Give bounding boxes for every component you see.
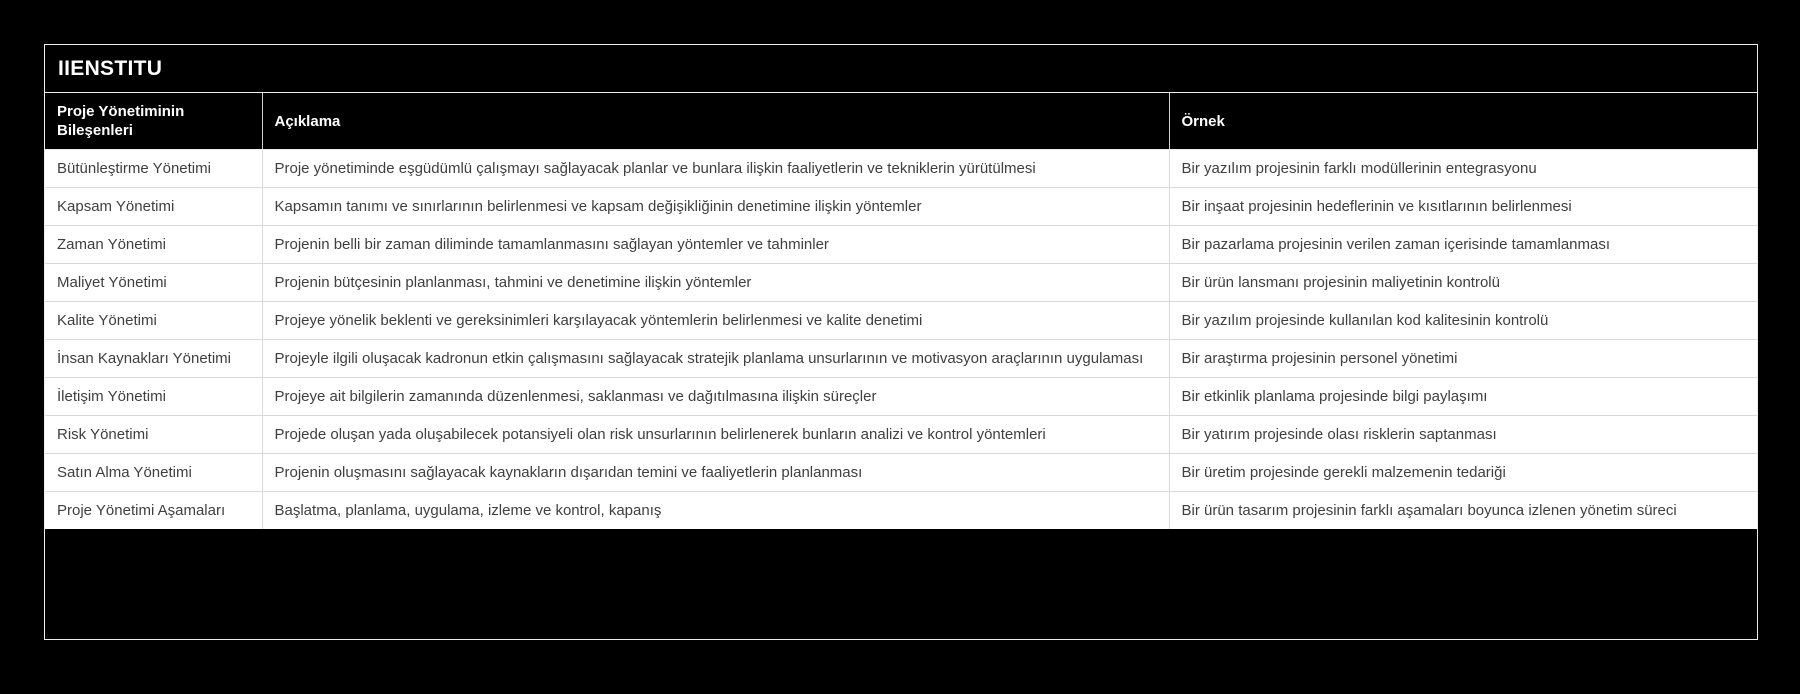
table-row bbox=[45, 150, 1757, 188]
cell-example: Bir ürün lansmanı projesinin maliyetinin kontrolü bbox=[1169, 264, 1757, 302]
table-row bbox=[45, 340, 1757, 378]
cell-example: Bir yazılım projesinin farklı modüllerinin entegrasyonu bbox=[1169, 150, 1757, 188]
cell-component: Kapsam Yönetimi bbox=[45, 188, 262, 226]
column-header-components: Proje Yönetiminin Bileşenleri bbox=[45, 93, 262, 150]
table-row bbox=[45, 492, 1757, 530]
cell-component: Bütünleştirme Yönetimi bbox=[45, 150, 262, 188]
cell-component: Maliyet Yönetimi bbox=[45, 264, 262, 302]
column-header-description: Açıklama bbox=[262, 93, 1169, 150]
table-header bbox=[45, 93, 1757, 150]
cell-example: Bir araştırma projesinin personel yönetimi bbox=[1169, 340, 1757, 378]
header-row bbox=[45, 93, 1757, 150]
cell-description: Projeye ait bilgilerin zamanında düzenlenmesi, saklanması ve dağıtılmasına ilişkin süreçler bbox=[262, 378, 1169, 416]
cell-description: Projeye yönelik beklenti ve gereksinimleri karşılayacak yöntemlerin belirlenmesi ve kalite denetimi bbox=[262, 302, 1169, 340]
cell-component: Risk Yönetimi bbox=[45, 416, 262, 454]
cell-example: Bir yatırım projesinde olası risklerin saptanması bbox=[1169, 416, 1757, 454]
cell-description: Projede oluşan yada oluşabilecek potansiyeli olan risk unsurlarının belirlenerek bunların analizi ve kontrol yöntemleri bbox=[262, 416, 1169, 454]
cell-component: Kalite Yönetimi bbox=[45, 302, 262, 340]
cell-description: Projenin oluşmasını sağlayacak kaynakların dışarıdan temini ve faaliyetlerin planlanması bbox=[262, 454, 1169, 492]
project-management-table bbox=[45, 93, 1757, 529]
cell-example: Bir ürün tasarım projesinin farklı aşamaları boyunca izlenen yönetim süreci bbox=[1169, 492, 1757, 530]
table-row bbox=[45, 226, 1757, 264]
table-row bbox=[45, 302, 1757, 340]
column-header-example: Örnek bbox=[1169, 93, 1757, 150]
cell-component: İnsan Kaynakları Yönetimi bbox=[45, 340, 262, 378]
cell-component: Zaman Yönetimi bbox=[45, 226, 262, 264]
cell-example: Bir yazılım projesinde kullanılan kod kalitesinin kontrolü bbox=[1169, 302, 1757, 340]
cell-component: Proje Yönetimi Aşamaları bbox=[45, 492, 262, 530]
cell-component: Satın Alma Yönetimi bbox=[45, 454, 262, 492]
cell-example: Bir inşaat projesinin hedeflerinin ve kısıtlarının belirlenmesi bbox=[1169, 188, 1757, 226]
table-row bbox=[45, 378, 1757, 416]
cell-description: Projenin bütçesinin planlanması, tahmini ve denetimine ilişkin yöntemler bbox=[262, 264, 1169, 302]
cell-example: Bir üretim projesinde gerekli malzemenin tedariği bbox=[1169, 454, 1757, 492]
table-row bbox=[45, 454, 1757, 492]
cell-description: Başlatma, planlama, uygulama, izleme ve kontrol, kapanış bbox=[262, 492, 1169, 530]
cell-description: Proje yönetiminde eşgüdümlü çalışmayı sağlayacak planlar ve bunlara ilişkin faaliyetlerin ve tekniklerin yürütülmesi bbox=[262, 150, 1169, 188]
table-row bbox=[45, 416, 1757, 454]
title-bar bbox=[45, 45, 1757, 93]
cell-description: Projeyle ilgili oluşacak kadronun etkin çalışmasını sağlayacak stratejik planlama unsurlarının ve motivasyon araçlarının uygulaması bbox=[262, 340, 1169, 378]
brand-title: IIENSTITU bbox=[58, 56, 163, 80]
cell-description: Kapsamın tanımı ve sınırlarının belirlenmesi ve kapsam değişikliğinin denetimine ilişkin yöntemler bbox=[262, 188, 1169, 226]
table-card bbox=[44, 44, 1758, 640]
table-body bbox=[45, 150, 1757, 530]
cell-example: Bir etkinlik planlama projesinde bilgi paylaşımı bbox=[1169, 378, 1757, 416]
cell-example: Bir pazarlama projesinin verilen zaman içerisinde tamamlanması bbox=[1169, 226, 1757, 264]
table-row bbox=[45, 264, 1757, 302]
cell-component: İletişim Yönetimi bbox=[45, 378, 262, 416]
cell-description: Projenin belli bir zaman diliminde tamamlanmasını sağlayan yöntemler ve tahminler bbox=[262, 226, 1169, 264]
table-row bbox=[45, 188, 1757, 226]
